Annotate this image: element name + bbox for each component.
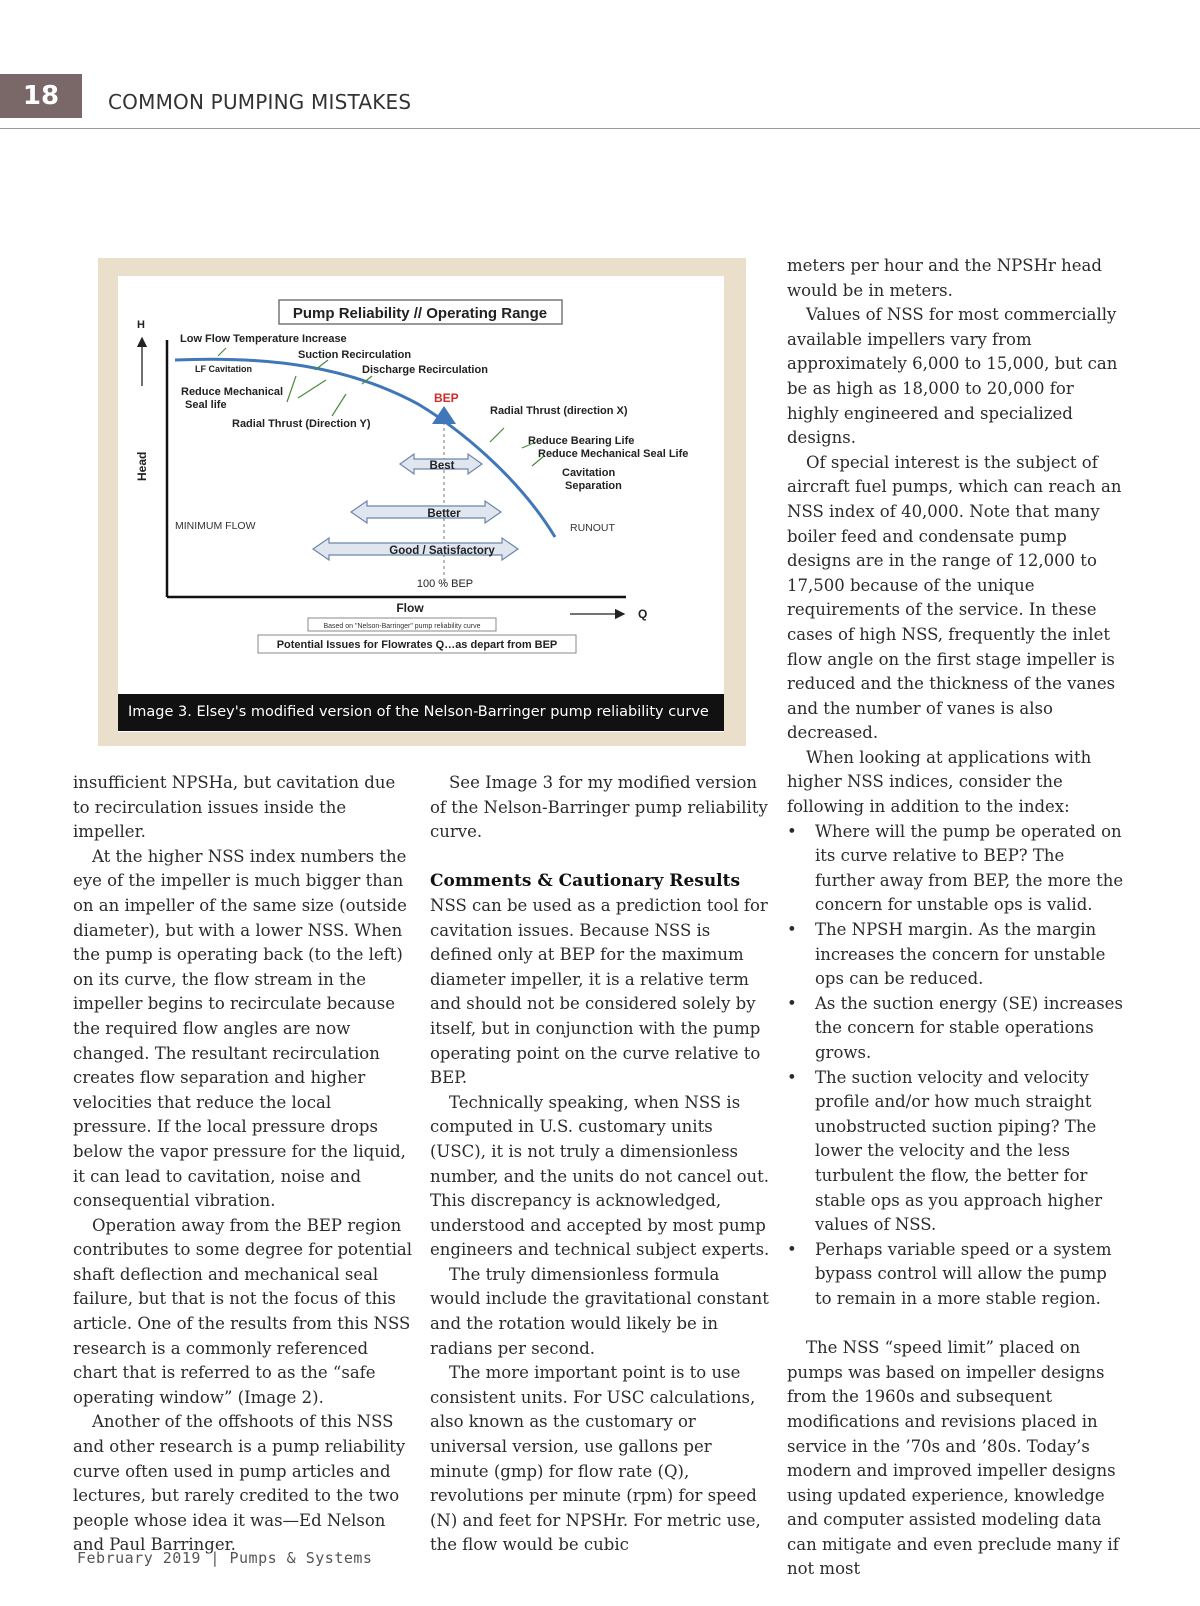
paragraph: The NSS “speed limit” placed on pumps was based on impeller designs from the 1960s and subsequent modifications and revisions placed in service in the ’70s and ’80s. Today’s modern and improved impeller designs using updated experience, knowledge and computer assisted modeling data can mitigate and even preclude many if not most (787, 1338, 1119, 1579)
label-lf-cavitation: LF Cavitation (195, 364, 253, 374)
label-best: Best (429, 460, 455, 472)
paragraph: Technically speaking, when NSS is computed in U.S. customary units (USC), it is not truly a dimensionless number, and the units do not cancel out. This discrepancy is acknowledged, understood and accepted by most pump engineers and technical subject experts. (430, 1092, 770, 1260)
axis-h-label: H (137, 319, 145, 331)
label-low-flow-temp: Low Flow Temperature Increase (180, 333, 347, 345)
axis-q-label: Q (638, 607, 648, 621)
list-item: • The NPSH margin. As the margin increases the concern for unstable ops can be reduced. (787, 918, 1127, 992)
label-minimum-flow: MINIMUM FLOW (175, 520, 256, 532)
column-2 (430, 771, 770, 1558)
paragraph: Another of the offshoots of this NSS and other research is a pump reliability curve often used in pump articles and lectures, but rarely credited to the two people whose idea it was—Ed Nelson and Paul Barringer. (73, 1412, 406, 1555)
bep-label: BEP (434, 391, 459, 405)
paragraph: Values of NSS for most commercially available impellers vary from approximately 6,000 to 15,000, but can be as high as 18,000 to 20,000 for highly engineered and specialized designs. (787, 305, 1118, 448)
page-number: 18 (0, 74, 82, 118)
label-radial-thrust-y: Radial Thrust (Direction Y) (232, 418, 371, 430)
paragraph: meters per hour and the NPSHr head would be in meters. (787, 256, 1102, 300)
paragraph: NSS can be used as a prediction tool for cavitation issues. Because NSS is defined only at BEP for the maximum diameter impeller, it is a relative term and should not be considered solely by itself, but in conjunction with the pump operating point on the curve relative to BEP. (430, 895, 768, 1088)
label-discharge-recirc: Discharge Recirculation (362, 364, 488, 376)
list-item: • Perhaps variable speed or a system bypass control will allow the pump to remain in a more stable region. (787, 1238, 1127, 1312)
header-rule (0, 128, 1200, 129)
paragraph: When looking at applications with higher NSS indices, consider the following in addition to the index: (787, 747, 1092, 817)
figure-frame (98, 258, 746, 746)
label-good: Good / Satisfactory (389, 545, 495, 557)
chart-title: Pump Reliability // Operating Range (292, 305, 548, 322)
paragraph: The more important point is to use consistent units. For USC calculations, also known as the customary or universal version, use gallons per minute (gmp) for flow rate (Q), revolutions per minute (rpm) for speed (N) and feet for NPSHr. For metric use, the flow would be cubic (430, 1363, 761, 1555)
label-better: Better (427, 508, 461, 520)
label-reduce-mech-seal-life: Reduce Mechanical Seal Life (538, 448, 689, 460)
paragraph: Of special interest is the subject of aircraft fuel pumps, which can reach an NSS index of 40,000. Note that many boiler feed and condensate pump designs are in the range of 12,000 to 17,500 because of the unique requirements of the service. In these cases of high NSS, frequently the inlet flow angle on the first stage impeller is reduced and the thickness of the vanes and the number of vanes is also decreased. (787, 452, 1122, 743)
section-heading: Comments & Cautionary Results (430, 871, 741, 892)
label-suction-recirc: Suction Recirculation (298, 349, 412, 361)
column-3 (787, 254, 1127, 1582)
list-item: • Where will the pump be operated on its curve relative to BEP? The further away from BEP, the more the concern for unstable ops is valid. (787, 820, 1127, 918)
footer: February 2019 | Pumps & Systems (77, 1549, 373, 1567)
paragraph: Operation away from the BEP region contributes to some degree for potential shaft deflection and mechanical seal failure, but that is not the focus of this article. One of the results from this NSS research is a commonly referenced chart that is referred to as the “safe operating window” (Image 2). (73, 1215, 413, 1407)
column-1 (73, 771, 413, 1558)
label-radial-thrust-x: Radial Thrust (direction X) (490, 405, 628, 417)
paragraph: insufficient NPSHa, but cavitation due to recirculation issues inside the impeller. (73, 773, 396, 842)
axis-flow-label: Flow (396, 601, 424, 615)
label-reduce-mech-1: Reduce Mechanical (181, 386, 284, 398)
paragraph: The truly dimensionless formula would include the gravitational constant and the rotation would likely be in radians per second. (430, 1264, 769, 1358)
label-reduce-bearing: Reduce Bearing Life (528, 435, 635, 447)
better-range-arrow (351, 501, 501, 523)
figure-image (118, 276, 724, 732)
section-title: COMMON PUMPING MISTAKES (108, 90, 412, 114)
label-potential-issues: Potential Issues for Flowrates Q…as depart from BEP (276, 639, 558, 651)
paragraph: See Image 3 for my modified version of the Nelson-Barringer pump reliability curve. (430, 773, 768, 842)
axis-head-label: Head (135, 451, 149, 481)
considerations-list (787, 820, 1127, 1312)
label-reduce-mech-2: Seal life (185, 399, 227, 411)
label-separation: Separation (565, 480, 622, 492)
list-item: • The suction velocity and velocity profile and/or how much straight unobstructed suction piping? The lower the velocity and the less turbulent the flow, the better for stable ops as you approach higher values of NSS. (787, 1066, 1127, 1238)
label-100-bep: 100 % BEP (416, 578, 474, 590)
list-item: • As the suction energy (SE) increases the concern for stable operations grows. (787, 992, 1127, 1066)
figure-caption: Image 3. Elsey's modified version of the Nelson-Barringer pump reliability curve (118, 694, 724, 731)
paragraph: At the higher NSS index numbers the eye of the impeller is much bigger than on an impeller of the same size (outside diameter), but with a lower NSS. When the pump is operating back (to the left) on its curve, the flow stream in the impeller begins to recirculate because the required flow angles are now changed. The resultant recirculation creates flow separation and higher velocities that reduce the local pressure. If the local pressure drops below the vapor pressure for the liquid, it can lead to cavitation, noise and consequential vibration. (73, 846, 407, 1211)
label-based-on: Based on "Nelson-Barringer" pump reliability curve (323, 623, 481, 630)
label-cavitation: Cavitation (562, 467, 616, 479)
label-runout: RUNOUT (570, 522, 615, 534)
